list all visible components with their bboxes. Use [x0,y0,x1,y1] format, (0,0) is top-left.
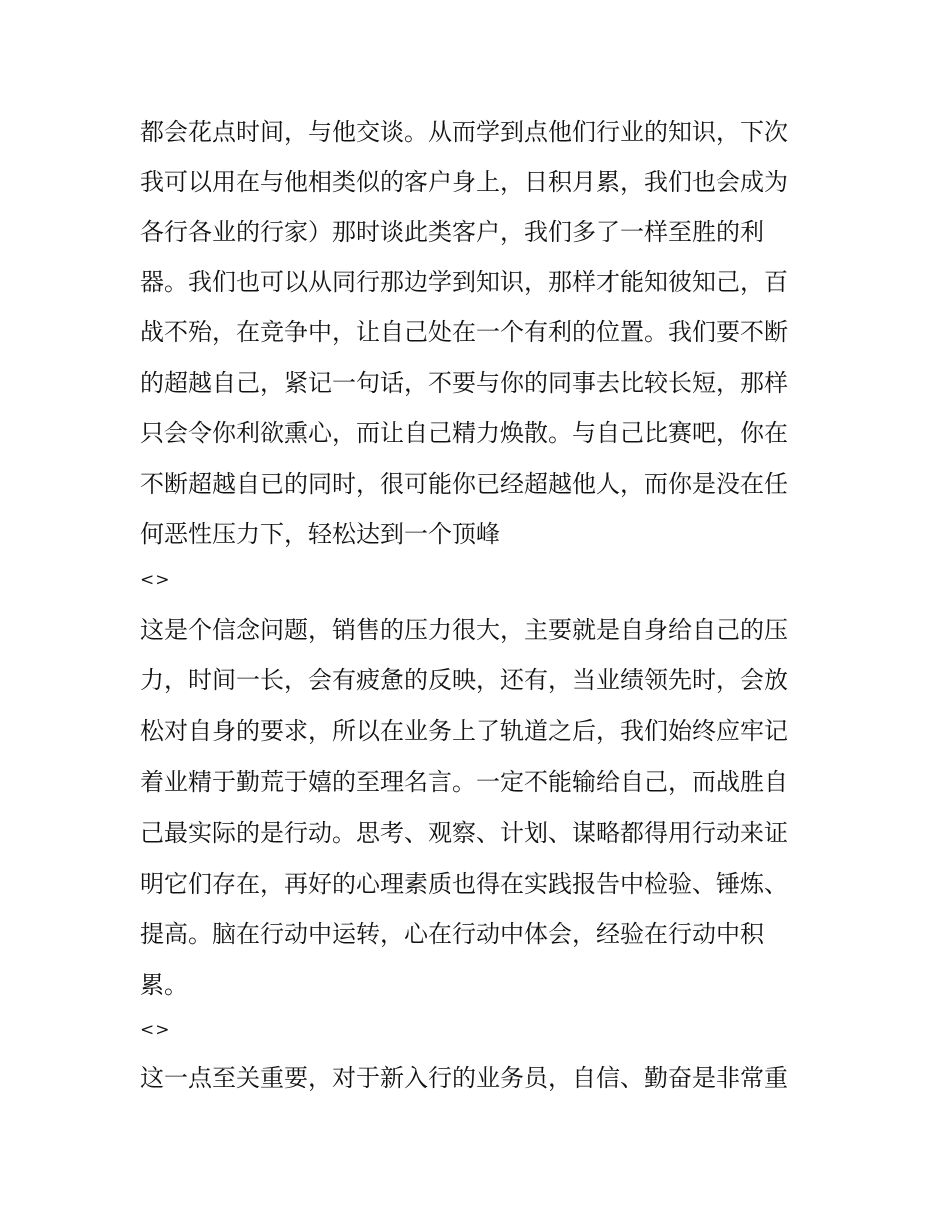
text-line: 着业精于勤荒于嬉的至理名言。一定不能输给自己，而战胜自 [140,768,788,796]
text-line: 战不殆，在竞争中，让自己处在一个有利的位置。我们要不断 [140,318,788,346]
section-marker: <> [140,1020,171,1040]
text-line: 己最实际的是行动。思考、观察、计划、谋略都得用行动来证 [140,819,788,847]
text-line: 只会令你利欲熏心，而让自己精力焕散。与自己比赛吧，你在 [140,419,788,447]
text-line: 何恶性压力下，轻松达到一个顶峰 [140,520,500,548]
section-marker: <> [140,570,171,590]
text-line: 器。我们也可以从同行那边学到知识，那样才能知彼知己，百 [140,268,788,296]
text-line: 的超越自己，紧记一句话，不要与你的同事去比较长短，那样 [140,369,788,397]
text-line: 这一点至关重要，对于新入行的业务员，自信、勤奋是非常重 [140,1064,788,1092]
text-line: 都会花点时间，与他交谈。从而学到点他们行业的知识，下次 [140,118,788,146]
text-line: 不断超越自已的同时，很可能你已经超越他人，而你是没在任 [140,470,788,498]
text-line: 明它们存在，再好的心理素质也得在实践报告中检验、锤炼、 [140,870,788,898]
text-line: 力，时间一长，会有疲惫的反映，还有，当业绩领先时，会放 [140,666,788,694]
text-line: 提高。脑在行动中运转，心在行动中体会，经验在行动中积 [140,920,764,948]
text-line: 这是个信念问题，销售的压力很大，主要就是自身给自己的压 [140,616,788,644]
text-line: 我可以用在与他相类似的客户身上，日积月累，我们也会成为 [140,168,788,196]
text-line: 各行各业的行家）那时谈此类客户，我们多了一样至胜的利 [140,218,764,246]
text-line: 松对自身的要求，所以在业务上了轨道之后，我们始终应牢记 [140,717,788,745]
text-line: 累。 [140,971,188,999]
